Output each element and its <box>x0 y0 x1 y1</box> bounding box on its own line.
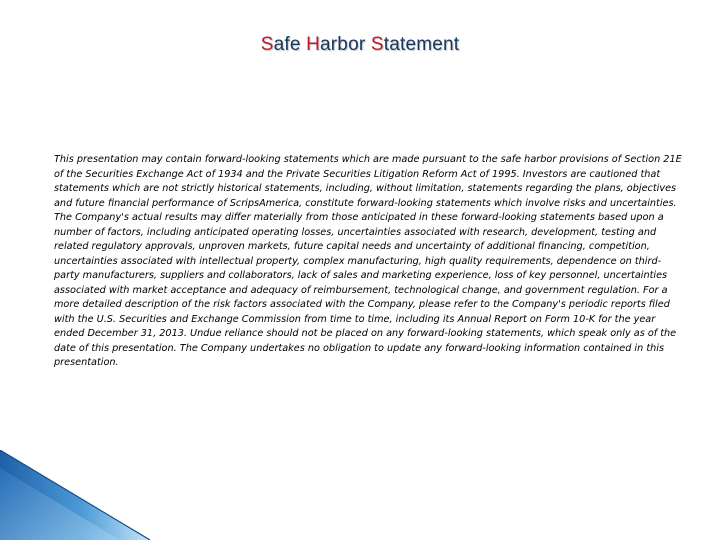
slide-title <box>0 34 720 56</box>
title-initial-s: S <box>260 34 274 55</box>
corner-decoration <box>0 450 150 540</box>
title-word-safe: afe <box>273 34 301 55</box>
title-word-harbor: arbor <box>320 34 366 55</box>
title-initial-s2: S <box>370 34 384 55</box>
title-word-statement: tatement <box>383 34 460 55</box>
disclaimer-paragraph: This presentation may contain forward-looking statements which are made pursuant to the safe harbor provisions of Section 21E of the Securities Exchange Act of 1934 and the Private Securities Litigation Reform Act of 1995. Investors are cautioned that statements which are not strictly historical statements, including, without limitation, statements regarding the plans, objectives and future financial performance of ScripsAmerica, constitute forward-looking statements which involve risks and uncertainties. The Company's actual results may differ materially from those anticipated in these forward-looking statements based upon a number of factors, including anticipated operating losses, uncertainties associated with research, development, testing and related regulatory approvals, unproven markets, future capital needs and uncertainty of additional financing, competition, uncertainties associated with intellectual property, complex manufacturing, high quality requirements, dependence on third-party manufacturers, suppliers and collaborators, lack of sales and marketing experience, loss of key personnel, uncertainties associated with market acceptance and adequacy of reimbursement, technological change, and government regulation. For a more detailed description of the risk factors associated with the Company, please refer to the Company's periodic reports filed with the U.S. Securities and Exchange Commission from time to time, including its Annual Report on Form 10-K for the year ended December 31, 2013. Undue reliance should not be placed on any forward-looking statements, which speak only as of the date of this presentation. The Company undertakes no obligation to update any forward-looking information contained in this presentation. <box>54 154 682 368</box>
title-initial-h: H <box>306 34 321 55</box>
